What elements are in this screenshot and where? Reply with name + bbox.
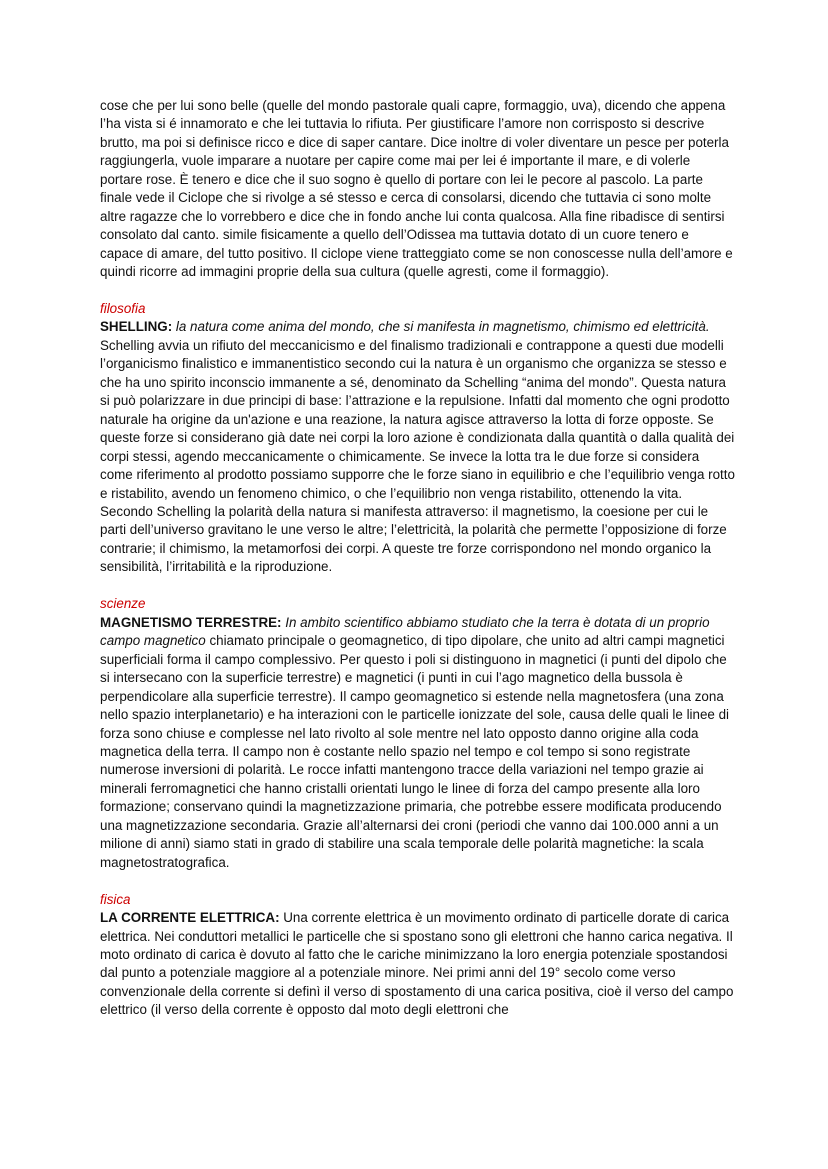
- section-paragraph: [100, 909, 735, 1020]
- section-heading: SHELLING:: [100, 319, 173, 335]
- document-page: [100, 97, 735, 1020]
- subject-label: fisica: [100, 891, 131, 907]
- subject-label: scienze: [100, 596, 146, 612]
- section-body: Schelling avvia un rifiuto del meccanicismo e del finalismo tradizionali e contrappone a questi due modelli l’organicismo finalistico e immanentistico secondo cui la natura è un organismo che organizza se stesso e che ha uno spirito inconscio immanente a sé, denominato da Schelling “anima del mondo”. Questa natura si può polarizzare in due principi di base: l’attrazione e la repulsione. Infatti dal momento che ogni prodotto naturale ha origine da un'azione e una reazione, la natura agisce attraverso la lotta di forze opposte. Se queste forze si considerano già date nei corpi la loro azione è condizionata dalla quantità o dalla qualità dei corpi stessi, agendo meccanicamente o chimicamente. Se invece la lotta tra le due forze si considera come riferimento al prodotto possiamo supporre che le forze siano in equilibrio e che l’equilibrio venga rotto e ristabilito, avendo un fenomeno chimico, o che l’equilibrio non venga ristabilito, ottenendo la vita. Secondo Schelling la polarità della natura si manifesta attraverso: il magnetismo, la coesione per cui le parti dell’universo gravitano le une verso le altre; l’elettricità, la polarità che permette l’opposizione di forze contrarie; il chimismo, la metamorfosi dei corpi. A queste tre forze corrispondono nel mondo organico la sensibilità, l’irritabilità e la riproduzione.: [100, 337, 735, 575]
- section-lead: la natura come anima del mondo, che si manifesta in magnetismo, chimismo ed elettricità.: [175, 319, 710, 335]
- subject-label: filosofia: [100, 301, 146, 317]
- section-heading: MAGNETISMO TERRESTRE:: [100, 614, 282, 630]
- section-scienze: [100, 595, 735, 872]
- section-heading: LA CORRENTE ELETTRICA:: [100, 910, 280, 926]
- section-body: chiamato principale o geomagnetico, di tipo dipolare, che unito ad altri campi magnetici superficiali forma il campo complessivo. Per questo i poli si distinguono in magnetici (i punti del dipolo che si intersecano con la superficie terrestre) e magnetici (i punti in cui l’ago magnetico della bussola è perpendicolare alla superficie terrestre). Il campo geomagnetico si estende nella magnetosfera (una zona nello spazio interplanetario) e ha interazioni con le particelle ionizzate del sole, causa delle quali le linee di forza sono chiuse e complesse nel lato rivolto al sole mentre nel lato opposto danno origine alla coda magnetica della terra. Il campo non è costante nello spazio nel tempo e col tempo si sono registrate numerose inversioni di polarità. Le rocce infatti mantengono tracce della variazioni nel tempo grazie ai minerali ferromagnetici che hanno cristalli orientati lungo le linee di forza del campo presente alla loro formazione; conservano quindi la magnetizzazione primaria, che potrebbe essere modificata producendo una magnetizzazione secondaria. Grazie all’alternarsi dei croni (periodi che vanno dai 100.000 anni a un milione di anni) siamo stati in grado di stabilire una scala temporale delle polarità magnetiche: la scala magnetostratografica.: [100, 633, 730, 870]
- intro-paragraph: cose che per lui sono belle (quelle del mondo pastorale quali capre, formaggio, uva), dicendo che appena l’ha vista si é innamorato e che lei tuttavia lo rifiuta. Per giustificare l’amore non corrisposto si descrive brutto, ma poi si definisce ricco e dice di saper cantare. Dice inoltre di voler diventare un pesce per poterla raggiungerla, vuole imparare a nuotare per capire come mai per lei é importante il mare, e di volerle portare rose. È tenero e dice che il suo sogno è quello di portare con lei le pecore al pascolo. La parte finale vede il Ciclope che si rivolge a sé stesso e cerca di consolarsi, dicendo che tuttavia ci sono molte altre ragazze che lo vorrebbero e dice che in fondo anche lui conta qualcosa. Alla fine ribadisce di sentirsi consolato dal canto. simile fisicamente a quello dell’Odissea ma tuttavia dotato di un cuore tenero e capace di amare, del tutto positivo. Il ciclope viene tratteggiato come se non conoscesse nulla dell’amore e quindi ricorre ad immagini proprie della sua cultura (quelle agresti, come il formaggio).: [100, 98, 733, 280]
- section-paragraph: [100, 614, 735, 872]
- section-lead: In ambito scientifico abbiamo studiato che la terra è dotata di un proprio campo magnetico: [100, 614, 710, 649]
- section-fisica: [100, 891, 735, 1020]
- section-body: Una corrente elettrica è un movimento ordinato di particelle dorate di carica elettrica. Nei conduttori metallici le particelle che si spostano sono gli elettroni che hanno carica negativa. Il moto ordinato di carica è dovuto al fatto che le cariche minimizzano la loro energia potenziale spostandosi dal punto a potenziale maggiore al a potenziale minore. Nei primi anni del 19° secolo come verso convenzionale della corrente si definì il verso di spostamento di una carica positiva, cioè il verso del campo elettrico (il verso della corrente è opposto dal moto degli elettroni che: [100, 910, 734, 1018]
- section-filosofia: [100, 300, 735, 577]
- section-paragraph: [100, 318, 735, 576]
